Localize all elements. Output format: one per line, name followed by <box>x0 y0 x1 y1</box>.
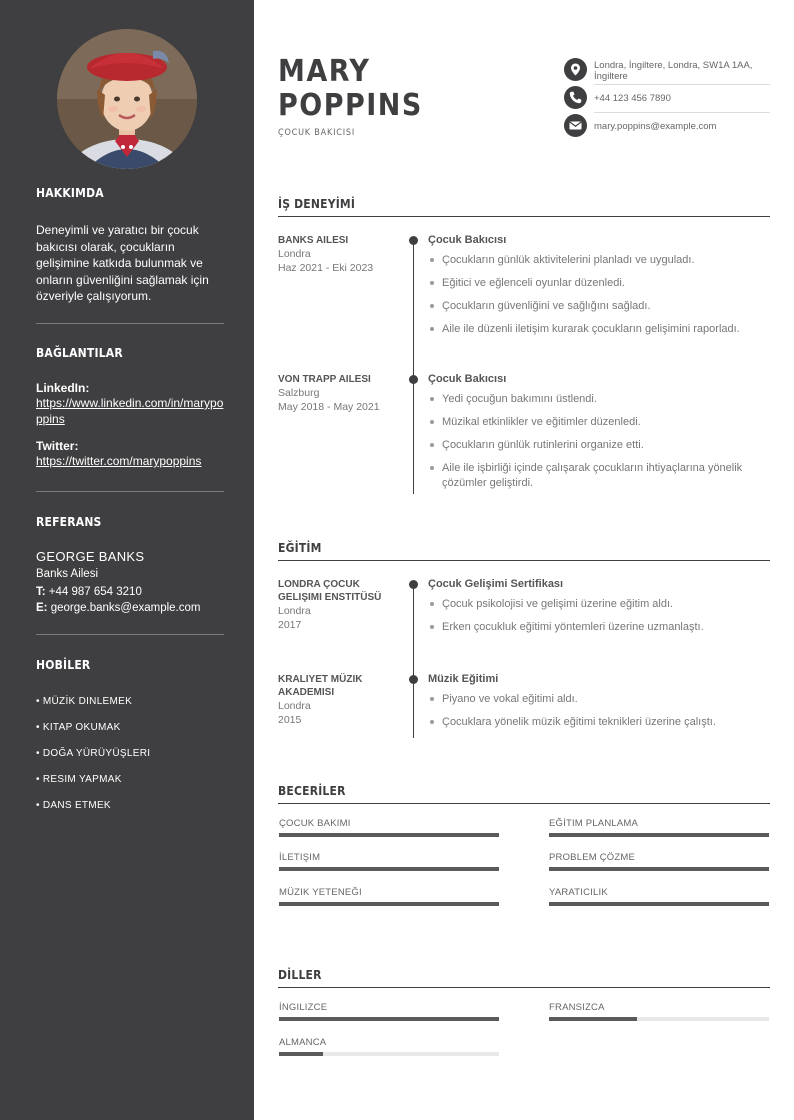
language-item <box>549 1002 769 1021</box>
email-text: mary.poppins@example.com <box>594 121 717 132</box>
bullet-item: Çocukların günlük rutinlerini organize etti. <box>428 438 770 453</box>
phone-icon <box>564 86 587 109</box>
skill-label: EĞİTIM PLANLAMA <box>549 818 639 829</box>
timeline-dot <box>409 375 418 384</box>
hobby-item: • MÜZİK DINLEMEK <box>36 696 133 707</box>
bullet-item: Yedi çocuğun bakımını üstlendi. <box>428 392 770 407</box>
hobby-item: • RESIM YAPMAK <box>36 774 122 785</box>
skill-item <box>549 818 769 837</box>
skill-item <box>549 852 769 871</box>
skill-bar <box>279 867 499 871</box>
experience-item-right <box>428 372 770 499</box>
education-item-right <box>428 577 770 643</box>
hobbies-title: HOBİLER <box>36 658 91 672</box>
skill-bar <box>279 902 499 906</box>
links-title: BAĞLANTILAR <box>36 346 123 360</box>
employment-dates: Haz 2021 - Eki 2023 <box>278 262 374 274</box>
hobbies-section <box>36 658 224 824</box>
skill-item <box>549 887 769 906</box>
reference-company: Banks Ailesi <box>36 568 99 580</box>
language-fill <box>279 1052 323 1056</box>
bullet-item: Eğitici ve eğlenceli oyunlar düzenledi. <box>428 276 770 291</box>
hobby-item: • DANS ETMEK <box>36 800 111 811</box>
skill-fill <box>279 833 499 837</box>
bullet-item: Aile ile işbirliği içinde çalışarak çocukların ihtiyaçlarına yönelik çözümler geliştirdi. <box>428 461 770 491</box>
bullet-item: Çocuk psikolojisi ve gelişimi üzerine eğitim aldı. <box>428 597 770 612</box>
twitter-url[interactable]: https://twitter.com/marypoppins <box>36 454 202 468</box>
school-name: KRALIYET MÜZIK AKADEMISI <box>278 674 363 698</box>
reference-name: GEORGE BANKS <box>36 549 145 564</box>
skill-label: MÜZIK YETENEĞI <box>279 887 362 898</box>
skill-fill <box>279 902 499 906</box>
employer-name: VON TRAPP AILESI <box>278 374 371 385</box>
skill-fill <box>549 833 769 837</box>
degree-title: Çocuk Gelişimi Sertifikası <box>428 578 564 590</box>
about-text: Deneyimli ve yaratıcı bir çocuk bakıcısı olarak, çocukların gelişimine katkıda bulunmak ve onların güvenliğini sağlamak için özveriyle çalışıyorum. <box>36 223 209 303</box>
language-label: FRANSIZCA <box>549 1002 605 1013</box>
bullet-item: Erken çocukluk eğitimi yöntemleri üzerine uzmanlaştı. <box>428 620 770 635</box>
portrait-image <box>57 29 197 169</box>
bullet-item: Aile ile düzenli iletişim kurarak çocukların gelişimini raporladı. <box>428 322 770 337</box>
education-year: 2015 <box>278 714 302 726</box>
employer-location: Londra <box>278 248 311 260</box>
skills-title: BECERİLER <box>278 784 346 798</box>
person-name <box>278 55 423 123</box>
reference-email: E: george.banks@example.com <box>36 602 201 614</box>
language-bar <box>279 1052 499 1056</box>
hobby-item: • KITAP OKUMAK <box>36 722 121 733</box>
school-location: Londra <box>278 605 311 617</box>
hobbies-list <box>36 694 224 824</box>
reference-phone: T: +44 987 654 3210 <box>36 586 142 598</box>
language-item <box>279 1037 499 1056</box>
job-title: ÇOCUK BAKICISI <box>278 128 356 138</box>
sidebar-divider <box>36 634 224 635</box>
linkedin-url[interactable]: https://www.linkedin.com/in/marypoppins <box>36 396 224 426</box>
timeline-line <box>413 583 414 738</box>
skill-bar <box>549 867 769 871</box>
timeline-dot <box>409 675 418 684</box>
bullet-item: Piyano ve vokal eğitimi aldı. <box>428 692 770 707</box>
skill-bar <box>549 833 769 837</box>
experience-item-left <box>278 234 398 275</box>
timeline-dot <box>409 236 418 245</box>
profile-photo <box>57 29 197 169</box>
skill-label: ÇOCUK BAKIMI <box>279 818 351 829</box>
language-label: ALMANCA <box>279 1037 327 1048</box>
experience-title: İŞ DENEYİMİ <box>278 197 356 211</box>
experience-rule <box>278 216 770 217</box>
phone-text: +44 123 456 7890 <box>594 93 671 104</box>
education-item-left <box>278 578 398 632</box>
language-bar <box>279 1017 499 1021</box>
education-rule <box>278 560 770 561</box>
links-section <box>36 346 224 469</box>
skill-label: PROBLEM ÇÖZME <box>549 852 635 863</box>
skill-label: YARATICILIK <box>549 887 608 898</box>
about-title: HAKKIMDA <box>36 186 104 200</box>
language-fill <box>279 1017 499 1021</box>
envelope-icon <box>564 114 587 137</box>
bullet-item: Çocukların günlük aktivitelerini planladı ve uyguladı. <box>428 253 770 268</box>
degree-title: Müzik Eğitimi <box>428 673 499 685</box>
skill-bar <box>279 833 499 837</box>
role-title: Çocuk Bakıcısı <box>428 234 507 246</box>
timeline-dot <box>409 580 418 589</box>
language-bar <box>549 1017 769 1021</box>
language-item <box>279 1002 499 1021</box>
bullet-item: Çocukların güvenliğini ve sağlığını sağladı. <box>428 299 770 314</box>
address-text: Londra, İngiltere, Londra, SW1A 1AA, İngiltere <box>594 60 753 82</box>
sidebar <box>0 0 254 1120</box>
experience-item-right <box>428 233 770 345</box>
bullet-item: Çocuklara yönelik müzik eğitimi teknikleri üzerine çalıştı. <box>428 715 770 730</box>
reference-section <box>36 515 224 616</box>
hobby-item: • DOĞA YÜRÜYÜŞLERI <box>36 748 151 759</box>
last-name: POPPINS <box>278 88 423 123</box>
school-name: LONDRA ÇOCUK GELIŞIMI ENSTITÜSÜ <box>278 579 382 603</box>
languages-rule <box>278 987 770 988</box>
skill-fill <box>549 867 769 871</box>
sidebar-divider <box>36 491 224 492</box>
education-title: EĞİTİM <box>278 541 322 555</box>
skill-item <box>279 887 499 906</box>
experience-item-left <box>278 373 398 414</box>
first-name: MARY <box>278 54 371 89</box>
skill-fill <box>549 902 769 906</box>
bullet-item: Müzikal etkinlikler ve eğitimler düzenledi. <box>428 415 770 430</box>
school-location: Londra <box>278 700 311 712</box>
sidebar-divider <box>36 323 224 324</box>
timeline-line <box>413 239 414 494</box>
link-twitter <box>36 439 224 469</box>
education-item-left <box>278 673 398 727</box>
contact-divider <box>594 112 770 113</box>
skills-rule <box>278 803 770 804</box>
employer-name: BANKS AILESI <box>278 235 349 246</box>
twitter-label: Twitter: <box>36 439 79 453</box>
skill-fill <box>279 867 499 871</box>
skill-bar <box>549 902 769 906</box>
languages-title: DİLLER <box>278 968 322 982</box>
about-section <box>36 186 224 305</box>
education-item-right <box>428 672 770 738</box>
skill-item <box>279 818 499 837</box>
linkedin-label: LinkedIn: <box>36 381 90 395</box>
education-year: 2017 <box>278 619 302 631</box>
contact-divider <box>594 84 770 85</box>
reference-title: REFERANS <box>36 515 102 529</box>
language-fill <box>549 1017 637 1021</box>
role-title: Çocuk Bakıcısı <box>428 373 507 385</box>
employer-location: Salzburg <box>278 387 320 399</box>
link-linkedin <box>36 381 224 427</box>
language-label: İNGILIZCE <box>279 1002 328 1013</box>
skill-item <box>279 852 499 871</box>
skill-label: İLETIŞIM <box>279 852 321 863</box>
location-pin-icon <box>564 58 587 81</box>
employment-dates: May 2018 - May 2021 <box>278 401 380 413</box>
